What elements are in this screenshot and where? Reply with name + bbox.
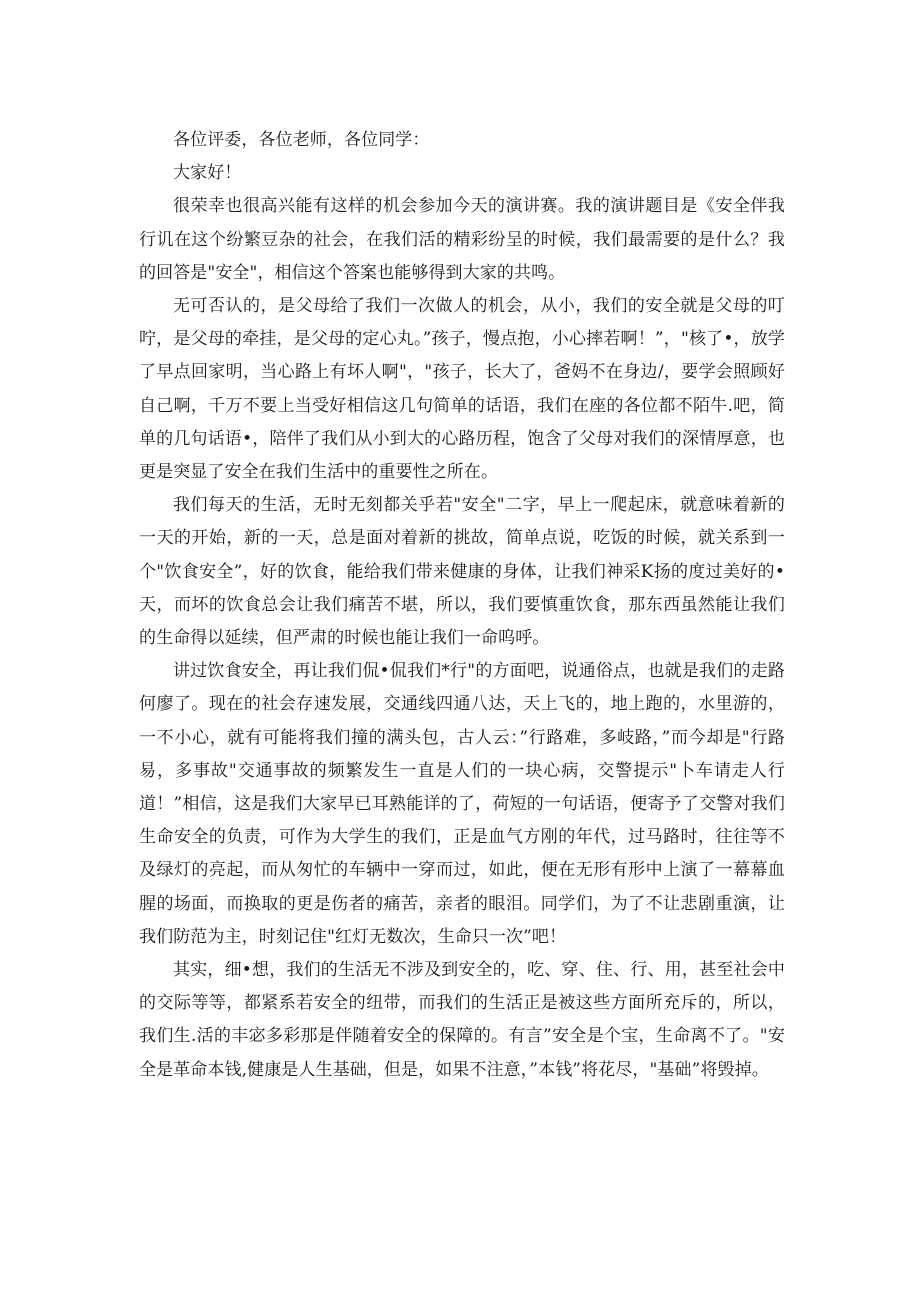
salutation: 各位评委，各位老师，各位同学： [173, 130, 430, 150]
greeting: 大家好！ [173, 163, 242, 184]
paragraph-food-safety: 我们每天的生活，无时无刻都关乎若"安全"二字，早上一爬起床，就意味着新的一天的开始，新的一天，总是面对着新的挑故，简单点说，吃饭的时候，就关系到一个"饮食安全”，好的饮食，能给我们带来健康的身体，让我们神采K扬的度过美好的•天，而坏的饮食总会让我们痛苦不堪，所以，我们要慎重饮食，那东西虽然能让我们的生命得以延续，但严肃的时候也能让我们一命呜呼。 [139, 495, 785, 649]
paragraph-parents: 无可否认的，是父母给了我们一次做人的机会，从小，我们的安全就是父母的叮咛，是父母的牵挂，是父母的定心丸。”孩子，慢点抱，小心摔若啊！”，"核了•，放学了早点回家明，当心路上有坏人啊"，"孩子，长大了，爸妈不在身边/，要学会照顾好自己啊，千万不要上当受好相信这几句简单的话语，我们在座的各位都不陌牛.吧，简单的几句话语•，陪伴了我们从小到大的心路历程，饱含了父母对我们的深情厚意，也更是突显了安全在我们生活中的重要性之所在。 [139, 296, 785, 483]
paragraph-intro: 很荣幸也很高兴能有这样的机会参加今天的演讲赛。我的演讲题目是《安全伴我行讥在这个纷繁豆杂的社会，在我们活的精彩纷呈的时候，我们最需要的是什么？我的回答是"安全"，相信这个答案也能够得到大家的共鸣。 [139, 196, 785, 283]
speech-body [139, 124, 785, 1087]
paragraph-life-safety: 其实，细•想，我们的生活无不涉及到安全的，吃、穿、住、行、用，甚至社会中的交际等等，都紧系若安全的纽带，而我们的生活正是被这些方面所充斥的，所以，我们生.活的丰宓多彩那是伴随着安全的保障的。有言”安全是个宝，生命离不了。"安全是革命本钱,健康是人生基础，但是，如果不注意，”本钱”将花尽，"基础”将毁掉。 [139, 960, 785, 1080]
paragraph-traffic-safety: 讲过饮食安全，再让我们侃•侃我们*行"的方面吧，说通俗点，也就是我们的走路何廖了。现在的社会存速发展，交通线四通八达，天上飞的，地上跑的，水里游的，一不小心，就有可能将我们撞的满头包，古人云：”行路难，多岐路，”而今却是"行路易，多事故"交通事故的频繁发生一直是人们的一块心病，交警提示"卜车请走人行道！”相信，这是我们大家早已耳熟能详的了，荷短的一句话语，便寄予了交警对我们生命安全的负责，可作为大学生的我们，正是血气方刚的年代，过马路时，往往等不及绿灯的亮起，而从匆忙的车辆中一穿而过，如此，便在无形有形中上演了一幕幕血腥的场面，而换取的更是伤者的痛苦，亲者的眼泪。同学们，为了不让悲剧重演，让我们防范为主，时刻记住"红灯无数次，生命只一次”吧！ [139, 661, 785, 947]
